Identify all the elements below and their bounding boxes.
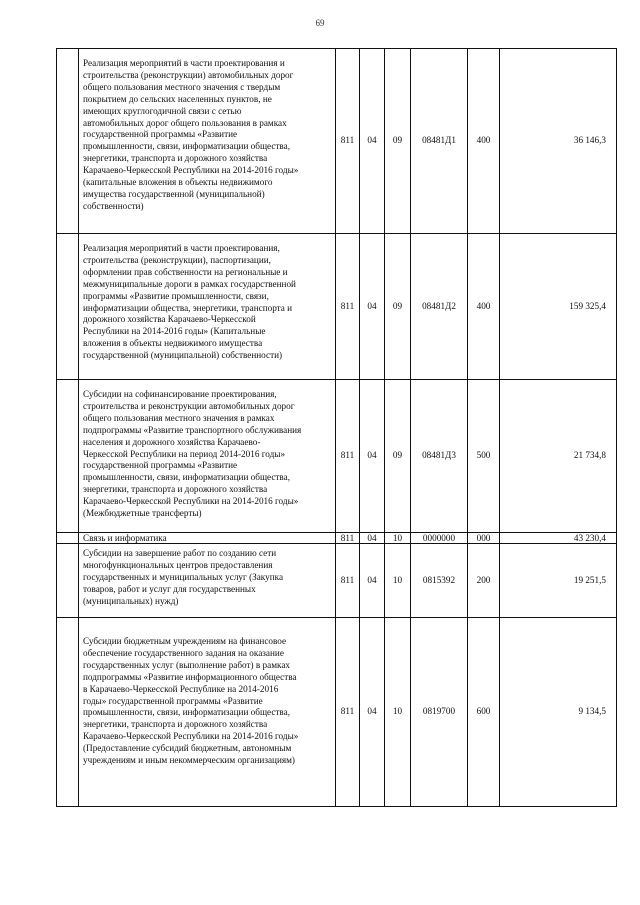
table-row [57,380,617,533]
description-cell: Реализация мероприятий в части проектирования и строительства (реконструкции) автомобильных дорог общего пользования местного значения с твердым покрытием до сельских населенных пунктов, не имеющих круглогодичной связи с сетью автомобильных дорог общего пользования в рамках государственной программы «Развитие промышленности, связи, информатизации общества, энергетики, транспорта и дорожного хозяйства Карачаево-Черкесской Республики на 2014-2016 годы» (капитальные вложения в объекты недвижимого имущества государственной (муниципальной) собственности) [79,49,336,234]
amount-cell: 159 325,4 [500,234,617,380]
table-row [57,618,617,807]
subsection-code-cell: 09 [385,49,411,234]
target-article-cell: 0000000 [411,533,468,544]
target-article-cell: 08481Д2 [411,234,468,380]
table-row [57,533,617,544]
ministry-code-cell: 811 [336,49,360,234]
page-number: 69 [315,18,325,28]
target-article-cell: 08481Д3 [411,380,468,533]
expense-type-cell: 400 [468,49,500,234]
amount-cell: 9 134,5 [500,618,617,807]
description-cell: Субсидии бюджетным учреждениям на финансовое обеспечение государственного задания на оказание государственных услуг (выполнение работ) в рамках подпрограммы «Развитие информационного общества в Карачаево-Черкесской Республике на 2014-2016 годы» государственной программы «Развитие промышленности, связи, информатизации общества, энергетики, транспорта и дорожного хозяйства Карачаево-Черкесской Республики на 2014-2016 годы» (Предоставление субсидий бюджетным, автономным учреждениям и иным некоммерческим организациям) [79,618,336,807]
expense-type-cell: 500 [468,380,500,533]
section-code-cell: 04 [360,544,385,618]
amount-cell: 43 230,4 [500,533,617,544]
section-code-cell: 04 [360,618,385,807]
expense-type-cell: 400 [468,234,500,380]
ministry-code-cell: 811 [336,533,360,544]
table-row [57,234,617,380]
description-cell: Реализация мероприятий в части проектирования, строительства (реконструкции), паспортизации, оформлении прав собственности на региональные и межмуниципальные дороги в рамках государственной программы «Развитие промышленности, связи, информатизации общества, энергетики, транспорта и дорожного хозяйства Карачаево-Черкесской Республики на 2014-2016 годы» (Капитальные вложения в объекты недвижимого имущества государственной (муниципальной) собственности) [79,234,336,380]
number-cell [57,380,79,533]
subsection-code-cell: 10 [385,618,411,807]
amount-cell: 19 251,5 [500,544,617,618]
target-article-cell: 0815392 [411,544,468,618]
number-cell [57,618,79,807]
description-cell: Субсидии на софинансирование проектирования, строительства и реконструкции автомобильных дорог общего пользования местного значения в рамках подпрограммы «Развитие транспортного обслуживания населения и дорожного хозяйства Карачаево- Черкесской Республики на период 2014-2016 годы» государственной программы «Развитие промышленности, связи, информатизации общества, энергетики, транспорта и дорожного хозяйства Карачаево-Черкесской Республики на 2014-2016 годы» (Межбюджетные трансферты) [79,380,336,533]
subsection-code-cell: 10 [385,533,411,544]
amount-cell: 21 734,8 [500,380,617,533]
ministry-code-cell: 811 [336,544,360,618]
ministry-code-cell: 811 [336,618,360,807]
section-code-cell: 04 [360,380,385,533]
ministry-code-cell: 811 [336,234,360,380]
expense-type-cell: 000 [468,533,500,544]
amount-cell: 36 146,3 [500,49,617,234]
number-cell [57,533,79,544]
subsection-code-cell: 09 [385,380,411,533]
description-cell: Субсидии на завершение работ по созданию сети многофункциональных центров предоставления государственных и муниципальных услуг (Закупка товаров, работ и услуг для государственных (муниципальных) нужд) [79,544,336,618]
description-cell: Связь и информатика [79,533,336,544]
expense-type-cell: 600 [468,618,500,807]
ministry-code-cell: 811 [336,380,360,533]
expense-type-cell: 200 [468,544,500,618]
number-cell [57,49,79,234]
target-article-cell: 0819700 [411,618,468,807]
subsection-code-cell: 10 [385,544,411,618]
table-row [57,544,617,618]
section-code-cell: 04 [360,49,385,234]
target-article-cell: 08481Д1 [411,49,468,234]
section-code-cell: 04 [360,234,385,380]
budget-table [56,48,617,807]
subsection-code-cell: 09 [385,234,411,380]
number-cell [57,234,79,380]
section-code-cell: 04 [360,533,385,544]
table-row [57,49,617,234]
number-cell [57,544,79,618]
